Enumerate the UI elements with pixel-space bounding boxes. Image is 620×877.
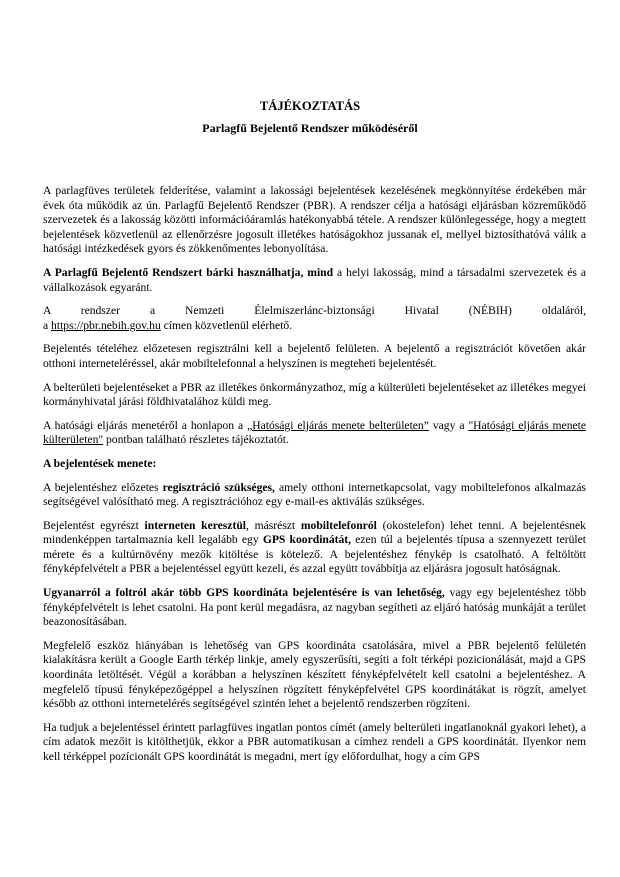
- paragraph-multiple-gps: [43, 586, 586, 630]
- paragraph-access: [43, 304, 586, 333]
- paragraph-registration: Bejelentés tételéhez előzetesen regisztrálni kell a bejelentő felületen. A bejelentő a regisztrációt követően akár otthoni interneteléréssel, akár mobiltelefonnal a helyszínen is megteheti bejelentését.: [43, 342, 586, 370]
- pbr-website-link[interactable]: https://pbr.nebih.gov.hu: [51, 318, 161, 332]
- section-heading: A bejelentések menete:: [43, 456, 157, 470]
- paragraph-channels-e: (okostelefon) lehet tenni. A bejelentésnek mindenképpen tartalmaznia kell legalább egy: [43, 518, 586, 547]
- paragraph-routing: A belterületi bejelentéseket a PBR az illetékes önkormányzathoz, míg a külterületi bejelentéseket az illetékes megyei kormányhivatal járási földhivatalához küldi meg.: [43, 380, 586, 409]
- paragraph-address: Ha tudjuk a bejelentéssel érintett parlagfüves ingatlan pontos címét (amely belterületi ingatlanoknál gyakori lehet), a cím adatok mezőit is kitölthetjük, ekkor a PBR automatikusan a címhez rendeli a GPS koordinátát. Ilyenkor nem kell térképpel pozícionált GPS koordinátát is megadni, mert így előfordulhat, hogy a cím GPS: [43, 720, 586, 763]
- paragraph-prereg-bold: regisztráció szükséges,: [162, 480, 275, 494]
- paragraph-channels-g: ezen túl a bejelentés típusa a szennyezett terület mérete és a kultúrnövény mezők kitöltése is kötelező. A bejelentéshez fénykép is csatolható. A feltöltött fényképfelvételt a PBR a bejelentéssel együtt kezeli, és azzal együtt továbbítja az eljárásra jogosult hatóságnak.: [43, 533, 586, 576]
- procedure-outer-area-link[interactable]: "Hatósági eljárás menete külterületen": [43, 418, 587, 447]
- paragraph-users: [43, 266, 586, 295]
- paragraph-channels-a: Bejelentést egyrészt: [43, 518, 145, 532]
- paragraph-access-pre: a: [43, 318, 52, 332]
- paragraph-users-rest: a helyi lakosság, mind a társadalmi szervezetek és a vállalkozások egyaránt.: [43, 265, 587, 294]
- paragraph-access-line1: A rendszer a Nemzeti Élelmiszerlánc-biztonsági Hivatal (NÉBIH) oldaláról,: [43, 304, 586, 318]
- paragraph-prereg-post: amely otthoni internetkapcsolat, vagy mobiltelefonos alkalmazás segítségével valósítható meg. A regisztrációhoz egy e-mail-es aktiválás szükséges.: [43, 480, 586, 509]
- procedure-inner-area-link[interactable]: „Hatósági eljárás menete belterületen”: [247, 418, 429, 432]
- document-subtitle: Parlagfű Bejelentő Rendszer működéséről: [202, 121, 418, 135]
- paragraph-procedure-mid: vagy a: [428, 418, 469, 432]
- paragraph-channels: [43, 519, 586, 577]
- paragraph-intro: A parlagfüves területek felderítése, valamint a lakossági bejelentések kezelésének megkönnyítése érdekében már évek óta működik az ún. Parlagfű Bejelentő Rendszer (PBR). A rendszer célja a hatósági eljárásban közreműködő szervezetek és a lakosság közötti információáramlás hatékonyabbá tétele. A rendszer különlegessége, hogy a megtett bejelentések közvetlenül az ellenőrzésre jogosult illetékes hatóságokhoz jussanak el, mellyel biztosíthatóvá válik a hatósági intézkedések gyors és zökkenőmentes lebonyolítása.: [43, 184, 586, 256]
- document-title: TÁJÉKOZTATÁS: [259, 99, 361, 113]
- paragraph-google-earth: Megfelelő eszköz hiányában is lehetőség van GPS koordináta csatolására, mivel a PBR bejelentő felületén kialakításra került a Google Earth térkép linkje, amely egyszerűsíti, segíti a folt térképi pozicionálását, majd a GPS koordináta letöltését. Végül a korábban a helyszínen készített fényképfelvételt kell csatolni a bejelentéshez. A megfelelő típusú fényképezőgéppel a helyszínen rögzített fényképfelvétel GPS koordinátákat is rögzít, amelyet később az otthoni internetelérés segítségével szintén lehet a bejelentő rendszerben rögzíteni.: [43, 638, 586, 711]
- paragraph-procedure-pre: A hatósági eljárás menetéről a honlapon a: [43, 418, 248, 432]
- paragraph-procedure: [43, 419, 586, 448]
- paragraph-procedure-post: pontban található részletes tájékoztatót.: [103, 433, 289, 447]
- paragraph-prereg: [43, 481, 586, 510]
- paragraph-access-post: címen közvetlenül elérhető.: [160, 318, 293, 332]
- paragraph-channels-b: interneten keresztül: [144, 518, 246, 532]
- paragraph-prereg-pre: A bejelentéshez előzetes: [43, 480, 163, 494]
- paragraph-channels-c: , másrészt: [245, 518, 301, 532]
- paragraph-users-bold: A Parlagfű Bejelentő Rendszert bárki használhatja, mind: [43, 265, 334, 279]
- paragraph-channels-d: mobiltelefonról: [300, 518, 377, 532]
- paragraph-multiple-gps-bold: Ugyanarról a foltról akár több GPS koordináta bejelentésére is van lehetőség,: [43, 586, 445, 600]
- document-body: [43, 184, 586, 774]
- paragraph-channels-f: GPS koordinátát,: [262, 533, 352, 547]
- paragraph-multiple-gps-rest: vagy egy bejelentéshez több fényképfelvételt is lehet csatolni. Ha pont kerül megadásra, az nagyban segítheti az eljáró hatóság munkáját a terület beazonosításában.: [43, 586, 586, 629]
